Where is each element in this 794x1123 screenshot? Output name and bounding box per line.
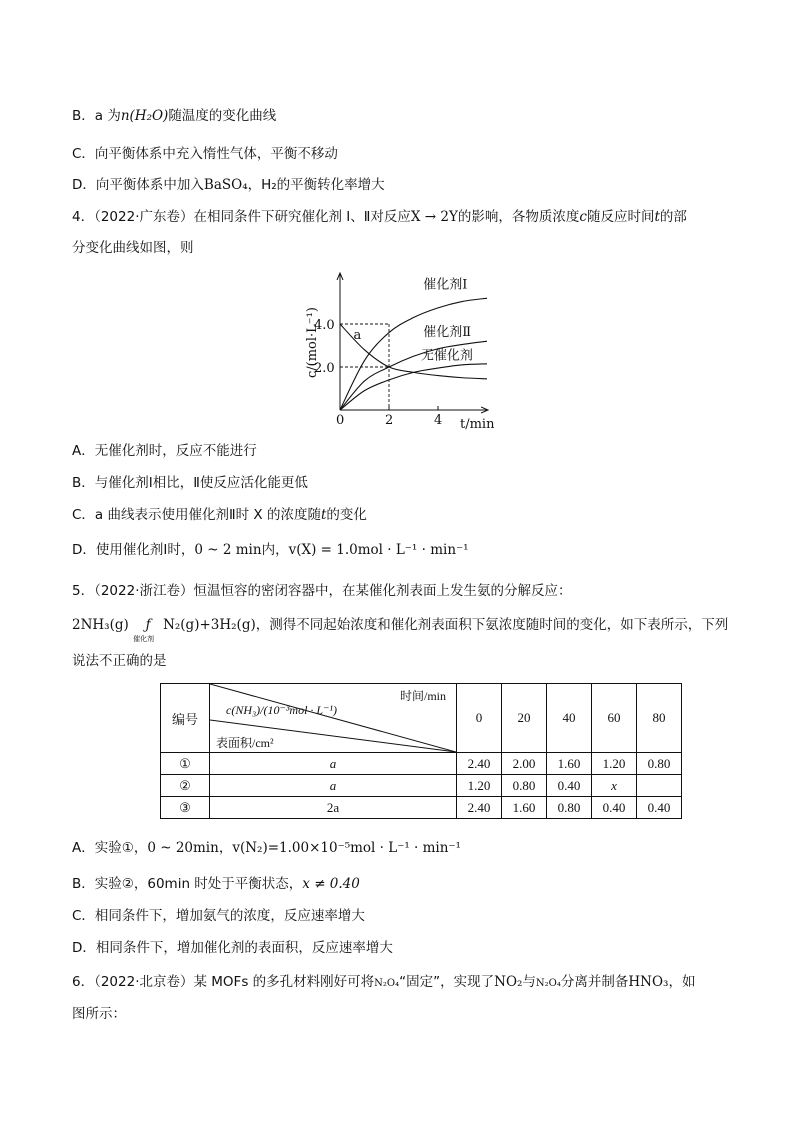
formula: N₂O₄ — [535, 978, 561, 989]
stem-text: 分离并制备 — [560, 974, 629, 990]
stem-text: “固定”，实现了 — [399, 974, 495, 990]
option-text: ，H₂的平衡转化率增大 — [247, 177, 385, 193]
q4-option-a — [72, 441, 257, 461]
stem-text: 6．（2022·北京卷）某 MOFs 的多孔材料刚好可将 — [72, 974, 375, 990]
cell: 1.20 — [457, 775, 502, 797]
q4-stem-line1 — [72, 207, 687, 227]
catalyst-label: 催化剂 — [133, 635, 155, 643]
row-area: a — [210, 775, 457, 797]
q4-option-d — [72, 540, 469, 560]
variable: t — [320, 507, 327, 523]
stem-text: 4．（2022·广东卷）在相同条件下研究催化剂 Ⅰ、Ⅱ对反应 — [72, 209, 411, 225]
cell: 0.80 — [547, 797, 592, 819]
series-label-4: a — [353, 328, 362, 344]
stem-text: 的影响，各物质浓度 — [457, 209, 580, 225]
cell: 0.80 — [502, 775, 547, 797]
formula: 0 ~ 20min — [147, 840, 219, 856]
dashed-guides — [340, 324, 389, 410]
q6-stem-line1 — [72, 972, 695, 994]
q4-option-c — [72, 505, 367, 525]
x-tick-label: 2 — [385, 413, 394, 428]
series-label-2: 催化剂Ⅱ — [423, 324, 472, 340]
cell — [637, 775, 682, 797]
header-concentration: c(NH₃)/(10⁻³mol · L⁻¹) — [226, 703, 338, 717]
series-line-3 — [340, 364, 487, 410]
row-no: ① — [161, 753, 210, 775]
option-text: B．实验②，60 — [72, 876, 165, 892]
area-value: 2a — [326, 799, 340, 815]
cell: 1.60 — [547, 753, 592, 775]
formula: N₂O₄ — [374, 978, 400, 989]
q4-stem-line2 — [72, 238, 194, 258]
ammonia-data-table — [160, 683, 682, 819]
formula: n(H₂O) — [120, 108, 169, 124]
y-axis-label: c/(mol·L⁻¹) — [305, 307, 320, 378]
option-text: B．与催化剂Ⅰ相比，Ⅱ使反应活化能更低 — [72, 475, 308, 491]
option-text: min 时处于平衡状态， — [164, 876, 303, 892]
table-row — [161, 775, 682, 797]
time-80: 80 — [637, 684, 682, 753]
stem-text: 的部 — [659, 209, 687, 225]
q5-option-d — [72, 938, 393, 958]
y-tick-label: 4.0 — [314, 318, 335, 333]
time-20: 20 — [502, 684, 547, 753]
formula: BaSO₄ — [203, 177, 248, 193]
formula: HNO₃ — [628, 974, 669, 990]
option-text: C．相同条件下，增加氨气的浓度，反应速率增大 — [72, 908, 365, 924]
stem-text: 5．（2022·浙江卷）恒温恒容的密闭容器中，在某催化剂表面上发生氨的分解反应： — [72, 583, 572, 599]
cell: 0.80 — [637, 753, 682, 775]
table-row — [161, 797, 682, 819]
cell: 1.20 — [592, 753, 637, 775]
equilibrium-symbol: ƒ — [145, 617, 151, 633]
time-40: 40 — [547, 684, 592, 753]
q5-option-a — [72, 838, 461, 858]
q3-option-c — [72, 144, 338, 164]
q5-option-c — [72, 906, 365, 926]
concentration-time-chart — [300, 268, 505, 433]
q5-option-b — [72, 874, 360, 894]
formula: v(X) = 1.0mol · L⁻¹ · min⁻¹ — [288, 542, 469, 558]
row-no: ② — [161, 775, 210, 797]
x-axis-label: t/min — [460, 417, 495, 432]
stem-text: 说法不正确的是 — [72, 653, 167, 669]
option-text: A．无催化剂时，反应不能进行 — [72, 443, 257, 459]
stem-text: 随反应时间 — [586, 209, 655, 225]
header-time: 时间/min — [400, 689, 447, 703]
series-label-1: 催化剂Ⅰ — [423, 277, 468, 293]
x-tick-label: 4 — [434, 413, 443, 428]
option-text: A．实验①， — [72, 840, 148, 856]
time-60: 60 — [592, 684, 637, 753]
option-text: D．向平衡体系中加入 — [72, 177, 204, 193]
stem-text: ，测得不同起始浓度和催化剂表面积下氨浓度随时间的变化，如下表所示，下列 — [255, 617, 729, 633]
time-0: 0 — [457, 684, 502, 753]
header-diagonal-cell — [210, 684, 457, 753]
option-text: C．a 曲线表示使用催化剂Ⅱ时 X 的浓度随 — [72, 507, 321, 523]
q6-stem-line2 — [72, 1004, 126, 1024]
x-tick-label: 0 — [336, 413, 345, 428]
formula: x ≠ 0.40 — [302, 876, 360, 892]
q3-option-b — [72, 106, 276, 126]
table-header-row — [161, 684, 682, 753]
variable: t — [654, 209, 660, 225]
option-text: C．向平衡体系中充入惰性气体，平衡不移动 — [72, 146, 338, 162]
formula: NO₂ — [494, 974, 523, 990]
y-tick-label: 2.0 — [314, 361, 335, 376]
q4-option-b — [72, 473, 308, 493]
option-text: 内， — [261, 542, 289, 558]
cell: 2.40 — [457, 797, 502, 819]
cell: 0.40 — [637, 797, 682, 819]
option-text: 随温度的变化曲线 — [168, 108, 277, 124]
formula: 0 ~ 2 min — [194, 542, 262, 558]
equation-reactant: 2NH₃(g) — [72, 617, 129, 633]
cell: x — [592, 775, 637, 797]
option-text: D．使用催化剂Ⅰ时， — [72, 542, 195, 558]
cell: 0.40 — [592, 797, 637, 819]
formula: X → 2Y — [410, 209, 458, 225]
formula: v(N₂)=1.00×10⁻⁵mol · L⁻¹ · min⁻¹ — [232, 840, 461, 856]
q5-stem-line3 — [72, 651, 167, 671]
cell: 2.00 — [502, 753, 547, 775]
header-no: 编号 — [161, 684, 210, 753]
stem-text: 与 — [522, 974, 536, 990]
variable: c — [579, 209, 587, 225]
row-area — [210, 797, 457, 819]
option-text: ， — [218, 840, 233, 856]
equilibrium-arrow — [133, 615, 163, 643]
q5-stem-line1 — [72, 581, 572, 601]
q5-stem-line2 — [72, 615, 729, 643]
option-text: D．相同条件下，增加催化剂的表面积，反应速率增大 — [72, 940, 393, 956]
series-label-3: 无催化剂 — [420, 348, 473, 364]
cell: 0.40 — [547, 775, 592, 797]
option-text: 的变化 — [326, 507, 367, 523]
header-area: 表面积/cm² — [216, 736, 274, 750]
stem-text: 分变化曲线如图，则 — [72, 240, 194, 256]
equation-products: N₂(g)+3H₂(g) — [163, 617, 256, 633]
cell: 2.40 — [457, 753, 502, 775]
cell: 1.60 — [502, 797, 547, 819]
row-area: a — [210, 753, 457, 775]
stem-text: ，如 — [668, 974, 696, 990]
table-row — [161, 753, 682, 775]
stem-text: 图所示： — [72, 1006, 126, 1022]
option-text: B．a 为 — [72, 108, 121, 124]
q3-option-d — [72, 175, 385, 195]
row-no: ③ — [161, 797, 210, 819]
